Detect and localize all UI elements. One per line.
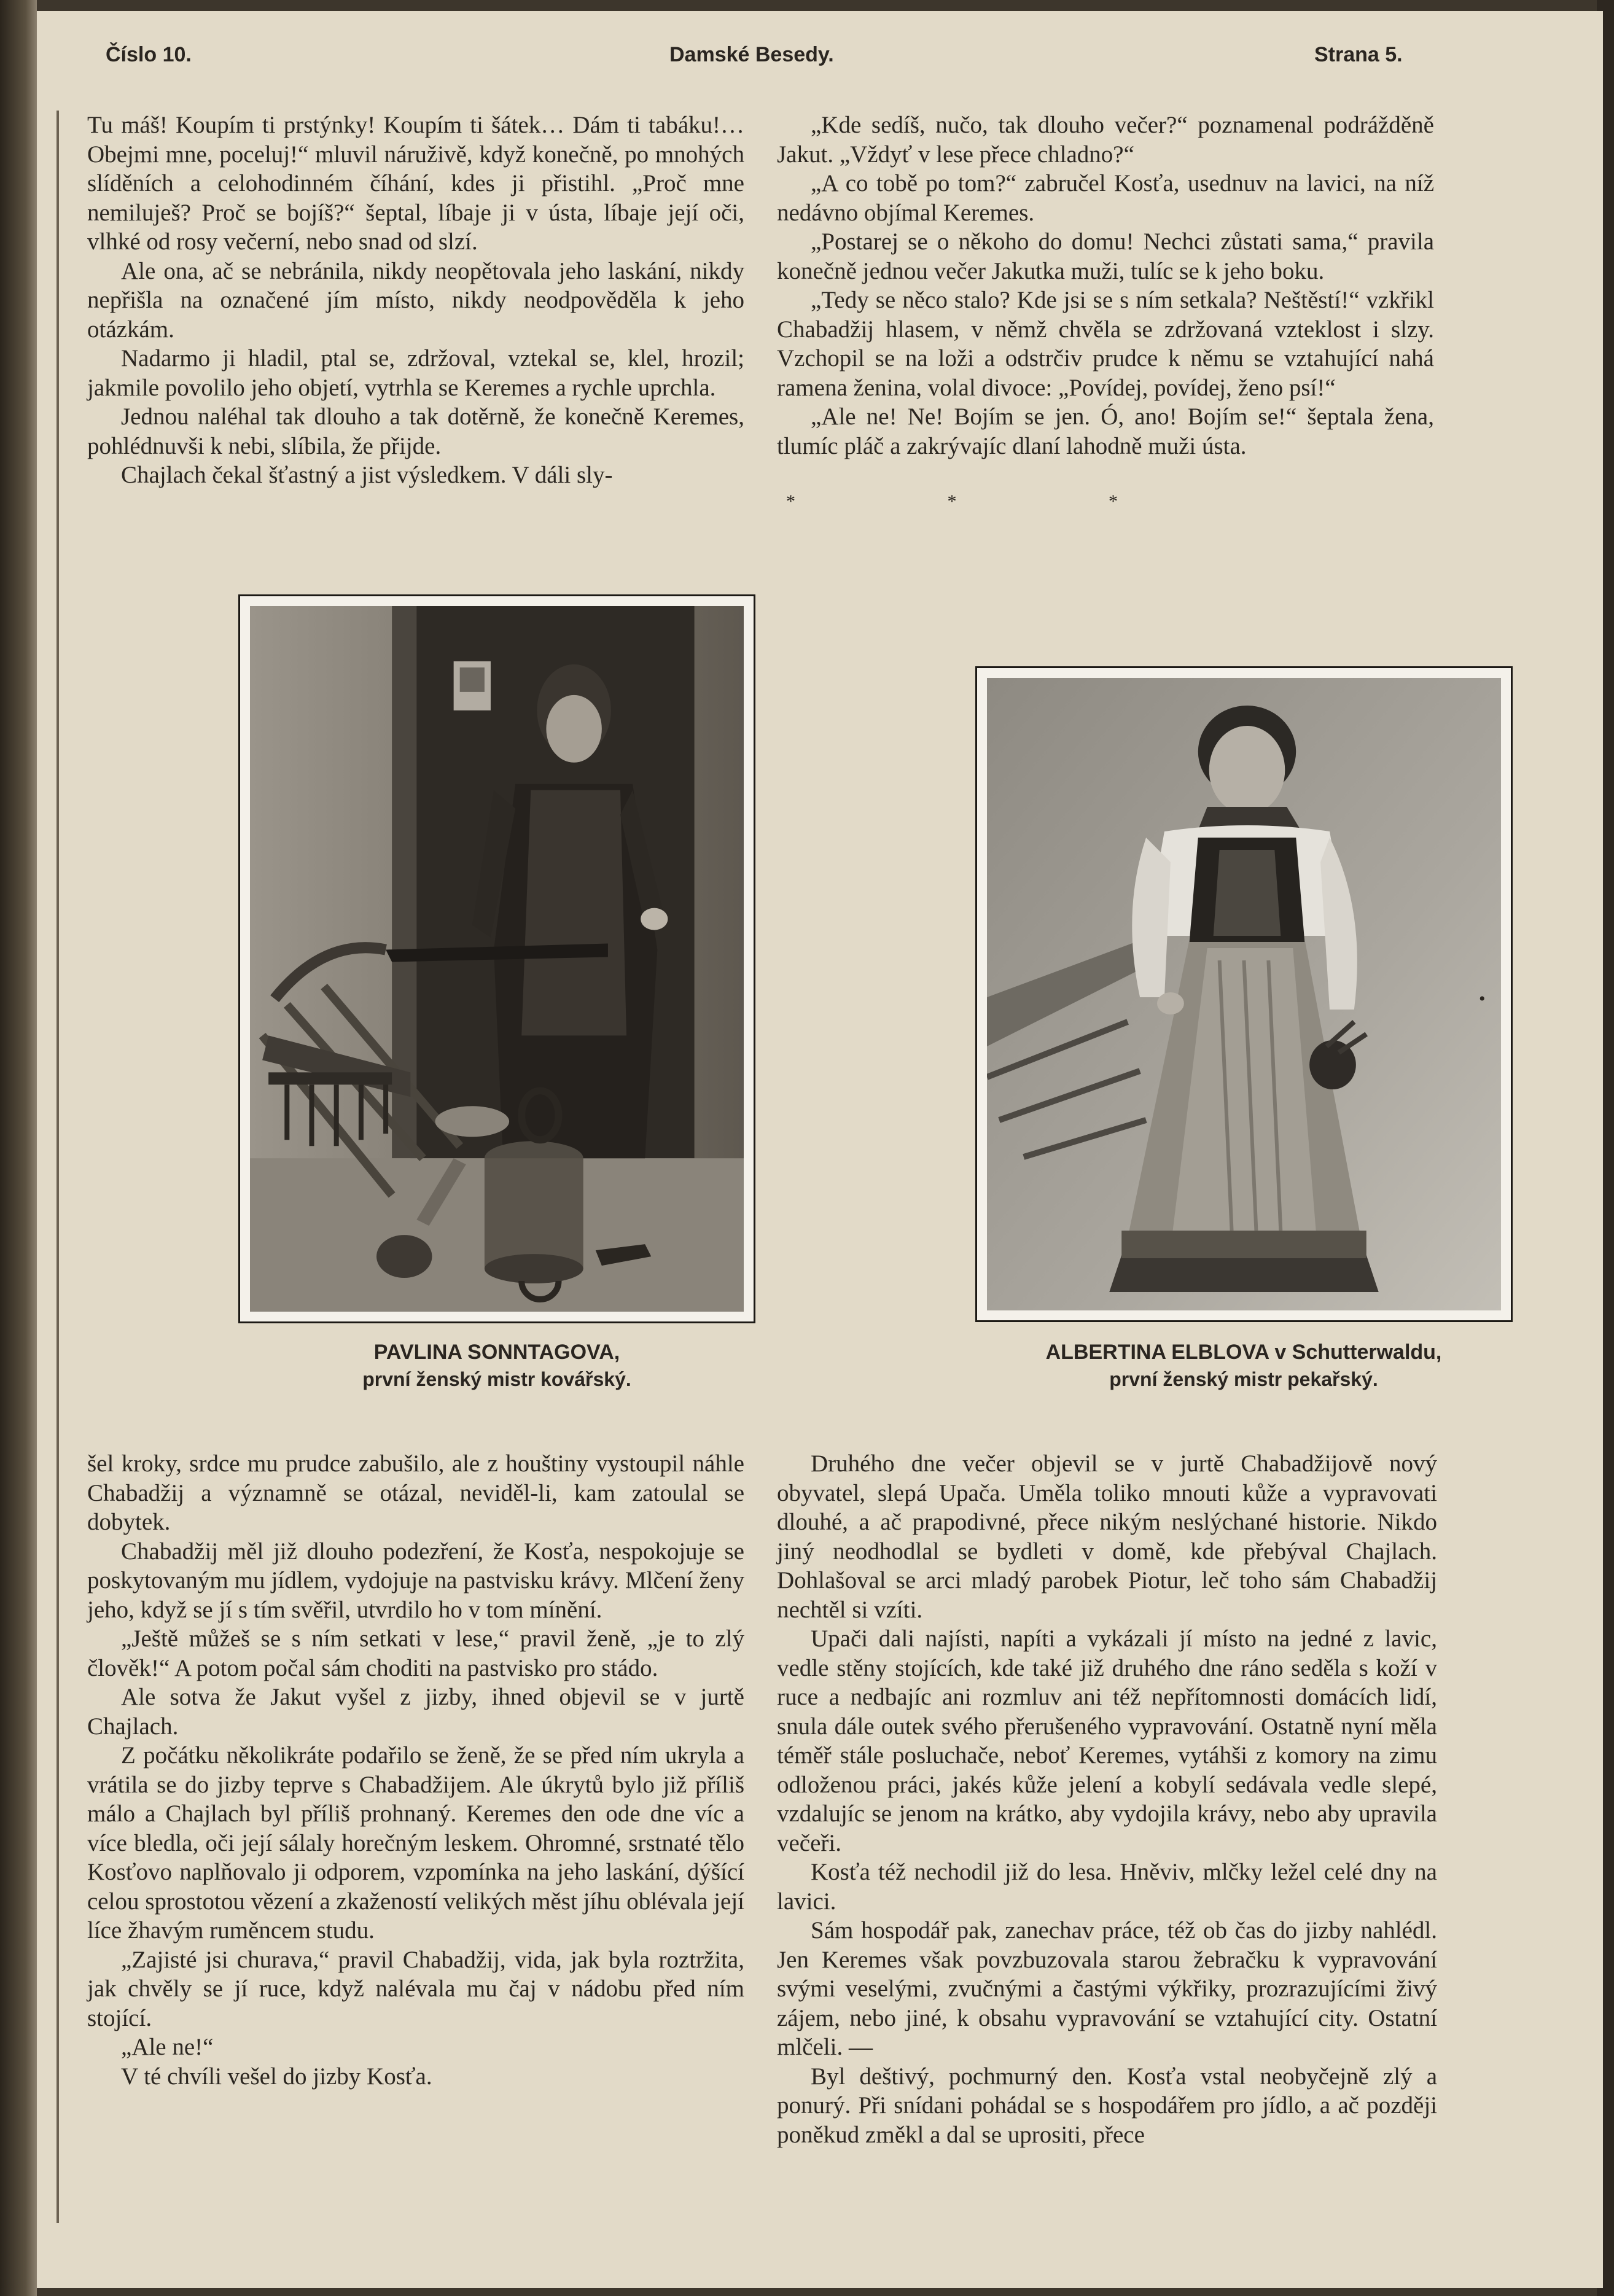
paragraph: „Zajisté jsi churava,“ pravil Chabadžij, vida, jak byla roztržita, jak chvěly se jí ruce, když nalévala mu čaj v nádobu před ním stojící. xyxy=(87,1946,744,2031)
paragraph: Druhého dne večer objevil se v jurtě Chabadžijově nový obyvatel, slepá Upača. Uměla toliko mnouti kůže a vypravovati dlouhé, a ač prapodivné, přece nikým neslýchané historie. Nikdo jiný neodhodlal se bydleti v domě, kde přebýval Chajlach. Dohlašoval se arci mladý parobek Piotur, leč toho sám Chabadžij nechtěl si vzíti. xyxy=(777,1450,1437,1623)
page-number: Strana 5. xyxy=(1314,43,1403,66)
issue-number: Číslo 10. xyxy=(106,43,192,66)
paragraph: „Ale ne!“ xyxy=(121,2034,214,2060)
paragraph: Sám hospodář pak, zanechav práce, též ob čas do jizby nahlédl. Jen Keremes však povzbuzovala starou žebračku k vypravování svými veselými, zvučnými a častými výkřiky, prozrazujícími živý zájem, nebo jiné, k obsahu vypravování se vztahující city. Ostatní mlčeli. — xyxy=(777,1917,1437,2060)
column-top-right xyxy=(777,111,1434,461)
photo-baker xyxy=(975,666,1513,1322)
caption-name: ALBERTINA ELBLOVA v Schutterwaldu, xyxy=(1045,1341,1442,1364)
paragraph: Z počátku několikráte podařilo se ženě, že se před ním ukryla a vrátila se do jizby teprve s Chabadžijem. Ale úkrytů bylo již příliš málo a Chajlach byl příliš prohnaný. Keremes den ode dne víc a více bledla, oči její sálaly horečným leskem. Ohromné, srstnaté tělo Kosťovo naplňovalo ji odporem, vzpomínka na jeho laskání, dýšící celou sprostotou vězení a zkažeností velikých měst jíhu oblévala její líce žhavým ruměncem studu. xyxy=(87,1742,744,1944)
caption-role: první ženský mistr pekařský. xyxy=(1109,1368,1378,1390)
caption-name: PAVLINA SONNTAGOVA, xyxy=(373,1341,620,1364)
caption-role: první ženský mistr kovářský. xyxy=(362,1368,631,1390)
photo-baker-image xyxy=(987,678,1501,1310)
paragraph: Ale ona, ač se nebránila, nikdy neopětovala jeho laskání, nikdy nepřišla na označené jím místo, nikdy neodpověděla k jeho otázkám. xyxy=(87,257,744,343)
paragraph: Kosťa též nechodil již do lesa. Hněviv, mlčky ležel celé dny na lavici. xyxy=(777,1859,1437,1915)
paragraph: Tu máš! Koupím ti prstýnky! Koupím ti šátek… Dám ti tabáku!… Obejmi mne, poceluj!“ mluvil náruživě, když konečně, po mnohých slíděních a celohodinném číhání, kdes ji přistihl. „Proč mne nemiluješ? Proč se bojíš?“ šeptal, líbaje ji v ústa, líbaje její oči, vlhké od rosy večerní, nebo snad od slzí. xyxy=(87,112,744,255)
paragraph: „A co tobě po tom?“ zabručel Kosťa, usednuv na lavici, na níž nedávno objímal Keremes. xyxy=(777,170,1434,226)
paragraph: Chajlach čekal šťastný a jist výsledkem. V dáli sly- xyxy=(121,462,613,488)
left-margin-rule xyxy=(57,111,59,2223)
magazine-title: Damské Besedy. xyxy=(669,43,834,66)
paragraph: Nadarmo ji hladil, ptal se, zdržoval, vztekal se, klel, hrozil; jakmile povolilo jeho objetí, vytrhla se Keremes a rychle uprchla. xyxy=(87,345,744,401)
paragraph: „Postarej se o někoho do domu! Nechci zůstati sama,“ pravila konečně jednou večer Jakutka muži, tulíc se k jeho boku. xyxy=(777,228,1434,284)
paragraph: „Ještě můžeš se s ním setkati v lese,“ pravil ženě, „je to zlý člověk!“ A potom počal sám choditi na pastvisko pro stádo. xyxy=(87,1625,744,1681)
section-break-asterisks: * * * xyxy=(786,491,1191,512)
photo-blacksmith xyxy=(238,594,755,1323)
column-bottom-left xyxy=(87,1449,744,2091)
paragraph: šel kroky, srdce mu prudce zabušilo, ale z houštiny vystoupil náhle Chabadžij a významně se otázal, neviděl-li, kam zatoulal se dobytek. xyxy=(87,1450,744,1535)
caption-baker xyxy=(921,1339,1566,1393)
paragraph: Ale sotva že Jakut vyšel z jizby, ihned objevil se v jurtě Chajlach. xyxy=(87,1684,744,1740)
photo-blacksmith-image xyxy=(250,606,744,1312)
paragraph: Byl deštivý, pochmurný den. Kosťa vstal neobyčejně zlý a ponurý. Při snídani pohádal se s hospodářem pro jídlo, a ač později poněkud změkl a dal se uprositi, přece xyxy=(777,2063,1437,2148)
paragraph: „Ale ne! Ne! Bojím se jen. Ó, ano! Bojím se!“ šeptala žena, tlumíc pláč a zakrývajíc dlaní lahodně muži ústa. xyxy=(777,403,1434,459)
paragraph: „Kde sedíš, nučo, tak dlouho večer?“ poznamenal podrážděně Jakut. „Vždyť v lese přece chladno?“ xyxy=(777,112,1434,168)
print-speck: • xyxy=(1479,989,1486,1009)
paragraph: Chabadžij měl již dlouho podezření, že Kosťa, nespokojuje se poskytovaným mu jídlem, vydojuje na pastvisku krávy. Mlčení ženy jeho, když se jí s tím svěřil, utvrdilo ho v tom mínění. xyxy=(87,1538,744,1623)
paragraph: „Tedy se něco stalo? Kde jsi se s ním setkala? Neštěstí!“ vzkřikl Chabadžij hlasem, v němž chvěla se zdržovaná vzteklost i slzy. Vzchopil se na loži a odstrčiv prudce k němu se vztahující nahá ramena ženina, volal divoce: „Povídej, povídej, ženo psí!“ xyxy=(777,287,1434,401)
column-bottom-right xyxy=(777,1449,1437,2149)
paragraph: Upači dali najísti, napíti a vykázali jí místo na jedné z lavic, vedle stěny stojících, kde také již druhého dne ráno seděla s koží v ruce a nedbajíc ani rozmluv ani též nepřítomnosti domácích lidí, snula dále outek svého přerušeného vypravování. Ostatně nyní měla téměř stále posluchače, neboť Keremes, vytáhši z komory na zimu odloženou práci, jakés kůže jelení a kobylí sedávala vedle slepé, vzdalujíc se jenom na krátko, aby vydojila krávy, nebo aby upravila večeři. xyxy=(777,1625,1437,1856)
book-spine-edge xyxy=(0,0,37,2296)
column-top-left xyxy=(87,111,744,490)
paragraph: Jednou naléhal tak dlouho a tak dotěrně, že konečně Keremes, pohlédnuvši k nebi, slíbila, že přijde. xyxy=(87,403,744,459)
paragraph: V té chvíli vešel do jizby Kosťa. xyxy=(121,2063,432,2090)
caption-blacksmith xyxy=(238,1339,755,1393)
